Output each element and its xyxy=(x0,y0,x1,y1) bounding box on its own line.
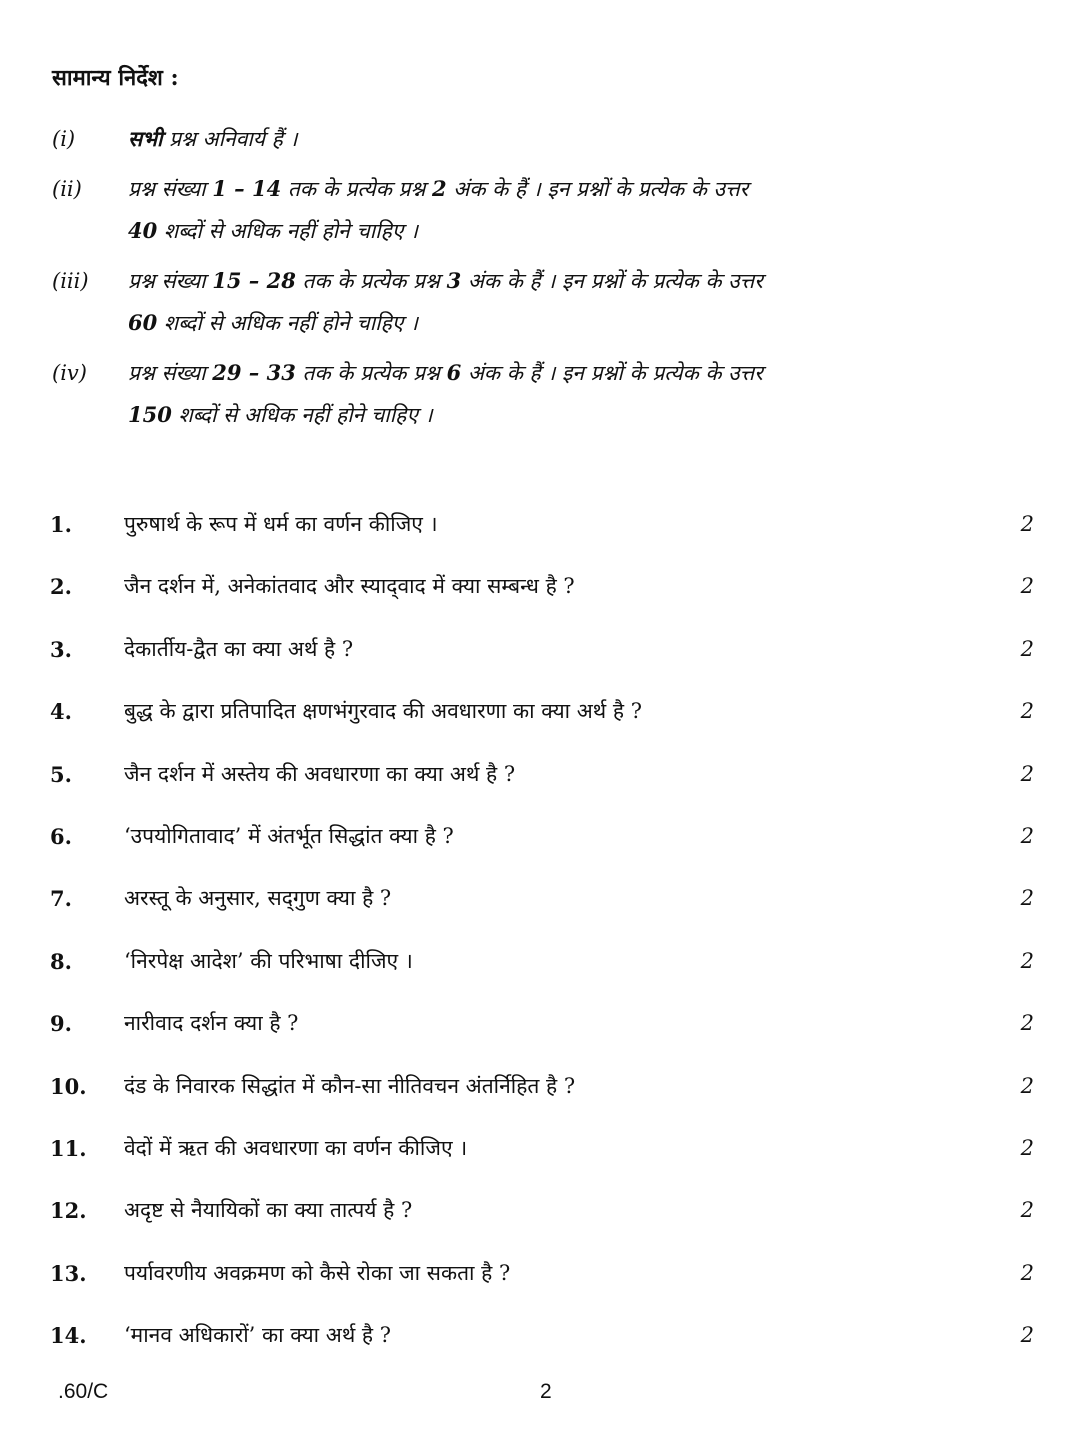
instruction-text xyxy=(128,168,992,252)
instruction-text xyxy=(128,118,992,160)
instruction-emphasis: सभी xyxy=(128,126,163,151)
question-text: बुद्ध के द्वारा प्रतिपादित क्षणभंगुरवाद की अवधारणा का क्या अर्थ है ? xyxy=(124,699,642,724)
instruction-emphasis: 60 xyxy=(128,310,158,335)
question-marks: 2 xyxy=(1020,886,1034,911)
question-number: 9. xyxy=(50,1011,72,1037)
question-row xyxy=(50,1003,1040,1043)
question-marks: 2 xyxy=(1020,761,1034,786)
question-number: 3. xyxy=(50,636,72,662)
instruction-line xyxy=(128,210,992,252)
instruction-emphasis: 15 – 28 xyxy=(212,268,296,293)
question-text: ‘मानव अधिकारों’ का क्या अर्थ है ? xyxy=(124,1323,392,1348)
instruction-segment: अंक के हैं । इन प्रश्नों के प्रत्येक के उत्तर xyxy=(461,269,763,293)
instruction-segment: अंक के हैं । इन प्रश्नों के प्रत्येक के उत्तर xyxy=(446,177,749,201)
instruction-item xyxy=(52,168,992,252)
question-number: 5. xyxy=(50,761,72,787)
instruction-item xyxy=(52,260,992,344)
instruction-line xyxy=(128,260,992,302)
question-marks: 2 xyxy=(1020,1323,1034,1348)
instruction-number: (i) xyxy=(52,127,76,151)
question-row xyxy=(50,504,1040,544)
question-marks: 2 xyxy=(1020,512,1034,536)
question-row xyxy=(50,816,1040,856)
question-text: ‘उपयोगितावाद’ में अंतर्भूत सिद्धांत क्या है ? xyxy=(124,824,454,848)
instructions-heading: सामान्य निर्देश : xyxy=(52,65,179,91)
question-number: 4. xyxy=(50,699,72,725)
question-marks: 2 xyxy=(1020,1136,1034,1160)
question-row xyxy=(50,691,1040,731)
question-number: 8. xyxy=(50,948,72,974)
instruction-segment: प्रश्न संख्या xyxy=(128,269,213,293)
question-text: ‘निरपेक्ष आदेश’ की परिभाषा दीजिए । xyxy=(124,948,413,973)
instruction-text xyxy=(128,352,992,436)
question-row xyxy=(50,941,1040,981)
question-text: नारीवाद दर्शन क्या है ? xyxy=(124,1011,299,1036)
paper-code: .60/C xyxy=(58,1380,109,1403)
question-marks: 2 xyxy=(1020,699,1034,724)
question-row xyxy=(50,1253,1040,1293)
instruction-line xyxy=(128,302,992,344)
question-number: 10. xyxy=(50,1073,87,1099)
question-number: 6. xyxy=(50,824,72,849)
instruction-segment: शब्दों से अधिक नहीं होने चाहिए । xyxy=(157,219,418,243)
instruction-text xyxy=(128,260,992,344)
page-number: 2 xyxy=(540,1380,552,1403)
instruction-line xyxy=(128,118,992,160)
question-text: पर्यावरणीय अवक्रमण को कैसे रोका जा सकता है ? xyxy=(124,1260,511,1285)
question-text: अदृष्ट से नैयायिकों का क्या तात्पर्य है ? xyxy=(124,1198,413,1223)
question-number: 7. xyxy=(50,886,72,912)
question-text: अरस्तू के अनुसार, सद्‌गुण क्या है ? xyxy=(124,886,392,911)
question-marks: 2 xyxy=(1020,1011,1034,1036)
question-row xyxy=(50,1315,1040,1355)
question-row xyxy=(50,1066,1040,1106)
question-row xyxy=(50,629,1040,669)
question-marks: 2 xyxy=(1020,1198,1034,1223)
question-marks: 2 xyxy=(1020,948,1034,973)
question-text: वेदों में ऋत की अवधारणा का वर्णन कीजिए । xyxy=(124,1136,468,1160)
question-text: जैन दर्शन में, अनेकांतवाद और स्याद्‌वाद में क्या सम्बन्ध है ? xyxy=(124,574,575,599)
question-number: 11. xyxy=(50,1136,87,1161)
instruction-emphasis: 150 xyxy=(128,402,172,427)
instruction-emphasis: 6 xyxy=(446,360,462,385)
instruction-segment: तक के प्रत्येक प्रश्न xyxy=(295,361,447,385)
instruction-item xyxy=(52,118,992,160)
instruction-segment: शब्दों से अधिक नहीं होने चाहिए । xyxy=(171,403,433,427)
instruction-line xyxy=(128,394,992,436)
instruction-number: (ii) xyxy=(52,177,82,201)
question-number: 1. xyxy=(50,512,72,537)
question-row xyxy=(50,1128,1040,1168)
question-row xyxy=(50,754,1040,794)
question-row xyxy=(50,878,1040,918)
instruction-emphasis: 40 xyxy=(128,218,158,243)
question-row xyxy=(50,1190,1040,1230)
question-marks: 2 xyxy=(1020,1260,1034,1285)
question-text: देकार्तीय-द्वैत का क्या अर्थ है ? xyxy=(124,636,354,661)
instruction-number: (iii) xyxy=(52,269,89,293)
question-text: पुरुषार्थ के रूप में धर्म का वर्णन कीजिए । xyxy=(124,512,438,536)
question-number: 12. xyxy=(50,1198,87,1224)
question-number: 2. xyxy=(50,574,72,600)
instruction-segment: प्रश्न संख्या xyxy=(128,177,213,201)
instruction-line xyxy=(128,168,992,210)
instruction-segment: शब्दों से अधिक नहीं होने चाहिए । xyxy=(157,311,418,335)
question-number: 13. xyxy=(50,1260,87,1286)
instruction-line xyxy=(128,352,992,394)
instruction-emphasis: 2 xyxy=(431,176,447,201)
question-marks: 2 xyxy=(1020,636,1034,661)
question-marks: 2 xyxy=(1020,1073,1034,1098)
instruction-segment: अंक के हैं । इन प्रश्नों के प्रत्येक के उत्तर xyxy=(461,361,763,385)
question-marks: 2 xyxy=(1020,574,1034,599)
instruction-emphasis: 3 xyxy=(446,268,462,293)
instruction-segment: तक के प्रत्येक प्रश्न xyxy=(281,177,432,201)
question-number: 14. xyxy=(50,1323,87,1349)
instruction-segment: प्रश्न अनिवार्य हैं । xyxy=(162,127,298,151)
instruction-emphasis: 29 – 33 xyxy=(212,360,296,385)
instruction-number: (iv) xyxy=(52,361,87,385)
question-text: दंड के निवारक सिद्धांत में कौन-सा नीतिवचन अंतर्निहित है ? xyxy=(124,1073,576,1098)
instruction-item xyxy=(52,352,992,436)
instruction-segment: प्रश्न संख्या xyxy=(128,361,213,385)
question-row xyxy=(50,566,1040,606)
instruction-segment: तक के प्रत्येक प्रश्न xyxy=(295,269,447,293)
question-text: जैन दर्शन में अस्तेय की अवधारणा का क्या अर्थ है ? xyxy=(124,761,516,786)
question-marks: 2 xyxy=(1020,824,1034,848)
instruction-emphasis: 1 – 14 xyxy=(212,176,282,201)
